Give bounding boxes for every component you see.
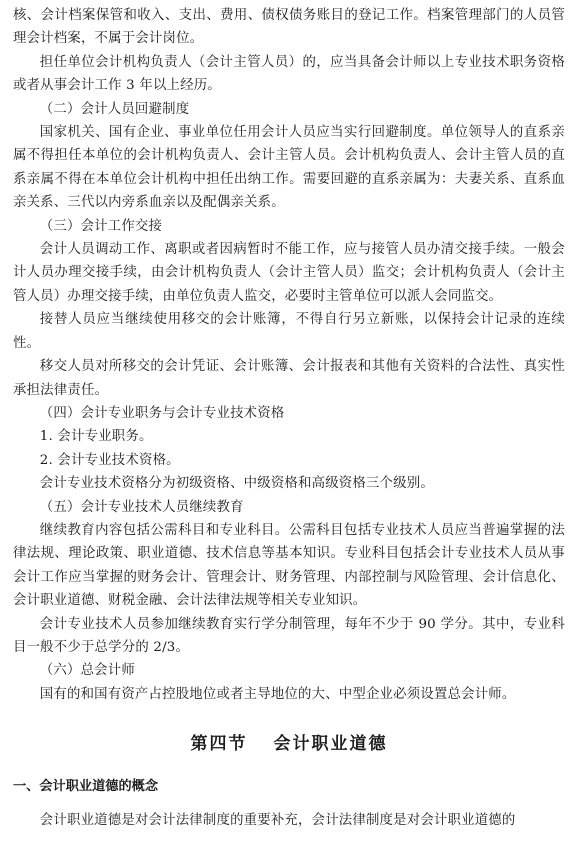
paragraph: 会计职业道德是对会计法律制度的重要补充，会计法律制度是对会计职业道德的 <box>39 813 516 829</box>
paragraph: 核、会计档案保管和收入、支出、费用、债权债务账目的登记工作。档案管理部门的人员管理会计档案，不属于会计岗位。 <box>13 8 565 47</box>
section-title <box>13 730 565 758</box>
section-number: 第四节 <box>190 734 248 755</box>
subheading-continuing-education: （五）会计专业技术人员继续教育 <box>39 499 244 515</box>
subheading-work-handover: （三）会计工作交接 <box>39 218 163 234</box>
subheading-professional-title: （四）会计专业职务与会计专业技术资格 <box>39 405 285 421</box>
paragraph: 会计专业技术人员参加继续教育实行学分制管理，每年不少于 90 学分。其中，专业科目一般不少于总学分的 2/3。 <box>13 616 565 655</box>
section-title-text: 会计职业道德 <box>273 734 388 755</box>
paragraph: 国有的和国有资产占控股地位或者主导地位的大、中型企业必须设置总会计师。 <box>39 686 516 702</box>
paragraph: 接替人员应当继续使用移交的会计账簿，不得自行另立新账，以保持会计记录的连续性。 <box>13 312 565 351</box>
list-item: 1. 会计专业职务。 <box>39 429 153 445</box>
paragraph: 移交人员对所移交的会计凭证、会计账簿、会计报表和其他有关资料的合法性、真实性承担法律责任。 <box>13 359 565 398</box>
subheading-avoidance-system: （二）会计人员回避制度 <box>39 101 190 117</box>
paragraph: 担任单位会计机构负责人（会计主管人员）的，应当具备会计师以上专业技术职务资格或者从事会计工作 3 年以上经历。 <box>13 54 565 94</box>
subheading-chief-accountant: （六）总会计师 <box>39 663 135 679</box>
paragraph: 继续教育内容包括公需科目和专业科目。公需科目包括专业技术人员应当普遍掌握的法律法规、理论政策、职业道德、技术信息等基本知识。专业科目包括会计专业技术人员从事会计工作应当掌握的财务会计、管理会计、财务管理、内部控制与风险管理、会计信息化、会计职业道德、财税金融、会计法律法规等相关专业知识。 <box>13 522 565 609</box>
list-item: 2. 会计专业技术资格。 <box>39 452 180 468</box>
paragraph: 会计人员调动工作、离职或者因病暂时不能工作，应与接管人员办清交接手续。一般会计人员办理交接手续，由会计机构负责人（会计主管人员）监交；会计机构负责人（会计主管人员）办理交接手续，由单位负责人监交，必要时主管单位可以派人会同监交。 <box>13 242 565 304</box>
subsection-title: 一、会计职业道德的概念 <box>13 779 159 795</box>
paragraph: 国家机关、国有企业、事业单位任用会计人员应当实行回避制度。单位领导人的直系亲属不得担任本单位的会计机构负责人、会计主管人员。会计机构负责人、会计主管人员的直系亲属不得在本单位会计机构中担任出纳工作。需要回避的直系亲属为：夫妻关系、直系血亲关系、三代以内旁系血亲以及配偶亲关系。 <box>13 125 565 211</box>
document-page <box>13 4 565 833</box>
paragraph: 会计专业技术资格分为初级资格、中级资格和高级资格三个级别。 <box>39 476 434 492</box>
